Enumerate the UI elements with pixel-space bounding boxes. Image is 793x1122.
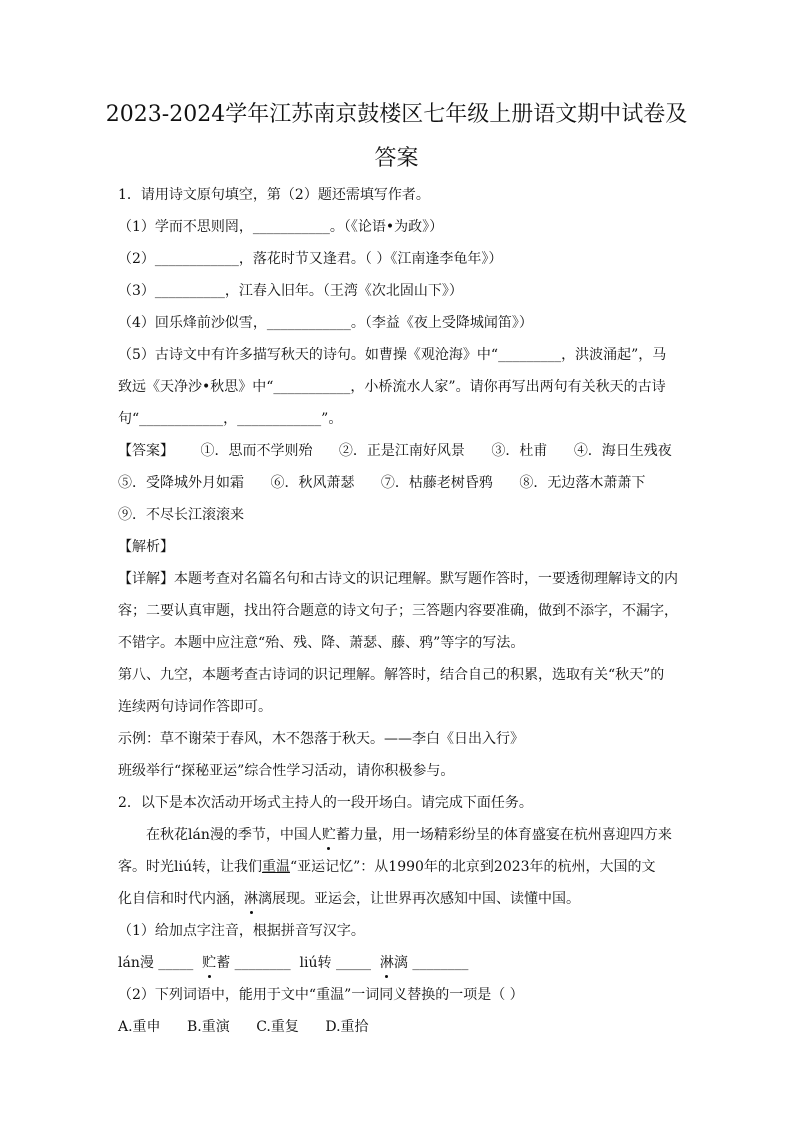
analysis-detail-line4: 第八、九空，本题考查古诗词的识记理解。解答时，结合自己的积累，选取有关“秋天”的 [118, 667, 665, 683]
page-title-line2: 答案 [374, 146, 419, 171]
underlined-word: 重温 [261, 859, 290, 875]
analysis-detail-line2: 容；二要认真审题，找出符合题意的诗文句子；三答题内容要准确，做到不添字，不漏字， [118, 603, 678, 619]
dotted-char: 淋 [244, 891, 258, 907]
answer-item: ③．杜甫 [491, 443, 548, 459]
q1-part5-line2: 致远《天净沙•秋思》中“___________，小桥流水人家”。请你再写出两句有关秋天的古诗 [118, 379, 666, 395]
pinyin-text: 漓 ________ [393, 955, 469, 971]
analysis-detail-line5: 连续两句诗词作答即可。 [118, 699, 272, 715]
pinyin-text: 蓄 ________ liú转 _____ [216, 955, 380, 971]
answer-item: ⑥．秋风萧瑟 [270, 475, 355, 491]
q1-part1: （1）学而不思则罔，___________。（《论语•为政》） [118, 219, 444, 235]
analysis-example: 示例：草不谢荣于春风，木不怨落于秋天。——李白《日出入行》 [118, 731, 524, 747]
option-b: B.重演 [187, 1019, 230, 1035]
option-a: A.重申 [118, 1019, 161, 1035]
q2-stem: 2．以下是本次活动开场式主持人的一段开场白。请完成下面任务。 [118, 795, 533, 811]
q2-paragraph-line3 [118, 889, 688, 909]
q1-part4: （4）回乐烽前沙似雪，____________。（李益《夜上受降城闻笛》） [118, 315, 533, 331]
para-text: 客。时光liú转，让我们 [118, 859, 262, 875]
answer-item: ⑤．受降城外月如霜 [118, 475, 244, 491]
detail-text: 本题考查对名篇名句和古诗文的识记理解。默写题作答时，一要透彻理解诗文的内 [174, 571, 678, 587]
activity-intro: 班级举行“探秘亚运”综合性学习活动，请你积极参与。 [118, 763, 455, 779]
answer-item: ①．思而不学则殆 [200, 443, 313, 459]
q2-paragraph-line1 [146, 825, 716, 845]
q1-part5-line1: （5）古诗文中有许多描写秋天的诗句。如曹操《观沧海》中“_________，洪波涌起”，马 [118, 347, 667, 363]
dotted-char: 淋 [379, 955, 394, 971]
answer-line2 [118, 473, 688, 493]
analysis-label: 【解析】 [118, 539, 174, 555]
q1-part5-line3: 句“____________，____________”。 [118, 411, 343, 427]
dotted-char: 贮 [321, 827, 336, 843]
para-text: 漓展现。亚运会，让世界再次感知中国、读懂中国。 [258, 891, 580, 907]
page-title-line1: 2023-2024学年江苏南京鼓楼区七年级上册语文期中试卷及 [105, 102, 688, 127]
para-text: 蓄力量，用一场精彩纷呈的体育盛宴在杭州喜迎四方来 [335, 827, 672, 843]
q2-sub2: （2）下列词语中，能用于文中“重温”一词同义替换的一项是（ ） [118, 987, 524, 1003]
answer-item: ④．海日生残夜 [573, 443, 672, 459]
option-c: C.重复 [256, 1019, 299, 1035]
answer-item: ⑨．不尽长江滚滚来 [118, 507, 244, 523]
q2-pinyin-line [118, 953, 688, 973]
analysis-detail-line3: 不错字。本题中应注意“殆、残、降、萧瑟、藤、鸦”等字的写法。 [118, 635, 525, 651]
para-text: “亚运记忆”：从1990年的北京到2023年的杭州，大国的文 [289, 859, 656, 875]
dotted-char: 贮 [202, 955, 217, 971]
answer-item: ⑦．枯藤老树昏鸦 [380, 475, 493, 491]
answer-line1 [118, 441, 688, 461]
para-text: 在秋花lán漫的季节，中国人 [146, 827, 322, 843]
q1-part3: （3）__________，江春入旧年。（王湾《次北固山下》） [118, 283, 463, 299]
answer-line3 [118, 505, 688, 525]
q2-paragraph-line2 [118, 857, 688, 877]
q1-part2: （2）____________，落花时节又逢君。（ ）《江南逢李龟年》） [118, 251, 503, 267]
q1-stem: 1．请用诗文原句填空，第（2）题还需填写作者。 [118, 187, 430, 203]
option-d: D.重拾 [325, 1019, 369, 1035]
analysis-detail-line1 [118, 569, 688, 589]
answer-item: ⑧．无边落木萧萧下 [519, 475, 646, 491]
detail-label: 【详解】 [118, 571, 174, 587]
answer-item: ②．正是江南好风景 [338, 443, 465, 459]
q2-sub1: （1）给加点字注音，根据拼音写汉字。 [118, 923, 365, 939]
para-text: 化自信和时代内涵， [118, 891, 244, 907]
answer-label: 【答案】 [118, 443, 174, 459]
q2-options [118, 1017, 688, 1037]
pinyin-text: lán漫 _____ [118, 955, 203, 971]
